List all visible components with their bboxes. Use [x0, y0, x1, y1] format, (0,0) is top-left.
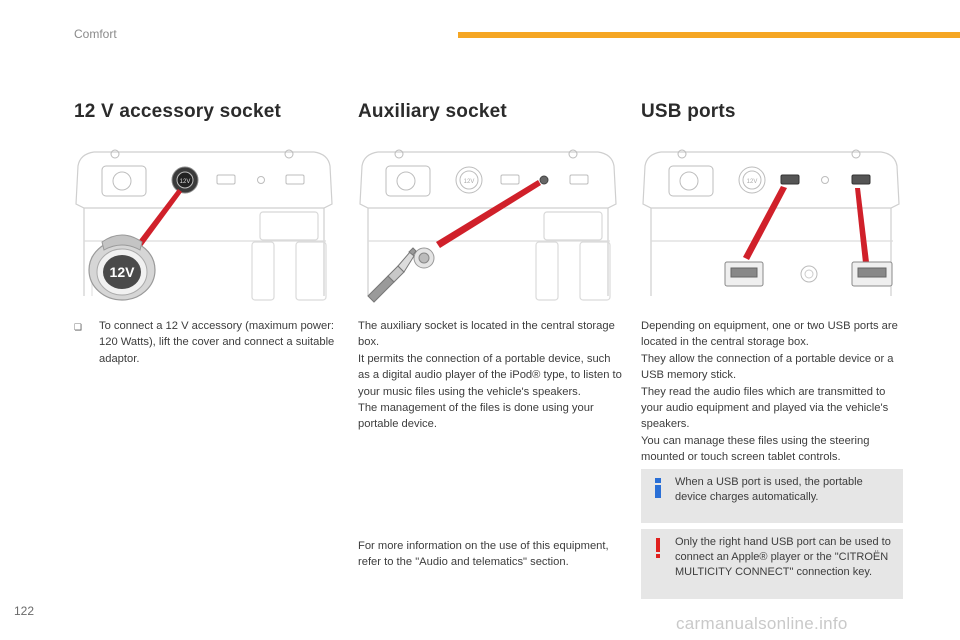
warning-note-text: Only the right hand USB port can be used to connect an Apple® player or the "CITROËN MULTICITY CONNECT" connection key.	[675, 536, 891, 578]
usb-ports-title: USB ports	[641, 101, 736, 122]
usb-paragraph: Depending on equipment, one or two USB ports are located in the central storage box.	[641, 320, 898, 349]
accessory-socket-title: 12 V accessory socket	[74, 101, 282, 122]
socket-label-small: 12V	[746, 179, 758, 185]
section-title: Comfort	[74, 27, 117, 41]
info-note-text: When a USB port is used, the portable device charges automatically.	[675, 476, 863, 503]
usb-description	[641, 318, 905, 466]
socket-label-small: 12V	[179, 179, 191, 185]
usb-paragraph: They read the audio files which are transmitted to your audio equipment and played via the vehicle's speakers.	[641, 385, 889, 431]
auxiliary-more-info: For more information on the use of this equipment, refer to the "Audio and telematics" section.	[358, 540, 609, 569]
watermark: carmanualsonline.info	[676, 614, 848, 633]
exclamation-icon	[651, 537, 665, 559]
auxiliary-socket-illustration	[358, 146, 620, 306]
auxiliary-paragraph: The auxiliary socket is located in the central storage box.	[358, 320, 615, 349]
usb-paragraph: They allow the connection of a portable device or a USB memory stick.	[641, 352, 894, 382]
auxiliary-paragraph: The management of the files is done using your portable device.	[358, 402, 594, 431]
auxiliary-description	[358, 318, 622, 433]
check-box-icon: ❏	[74, 322, 83, 332]
info-note	[641, 469, 903, 523]
accessory-instruction-text: To connect a 12 V accessory (maximum power: 120 Watts), lift the cover and connect a suitable adaptor.	[99, 320, 335, 365]
auxiliary-socket-title: Auxiliary socket	[358, 101, 507, 122]
usb-paragraph: You can manage these files using the steering mounted or touch screen tablet controls.	[641, 434, 870, 464]
info-icon	[651, 477, 665, 499]
socket-label-small: 12V	[463, 179, 475, 185]
socket-label-large: 12V	[109, 264, 135, 280]
header-accent-bar	[458, 32, 960, 38]
warning-note	[641, 529, 903, 599]
auxiliary-paragraph: It permits the connection of a portable device, such as a digital audio player of the iPod® type, to listen to your music files using the vehicle's speakers.	[358, 352, 622, 398]
accessory-socket-illustration	[74, 146, 336, 306]
usb-ports-illustration	[641, 146, 903, 306]
page-number: 122	[14, 604, 35, 618]
